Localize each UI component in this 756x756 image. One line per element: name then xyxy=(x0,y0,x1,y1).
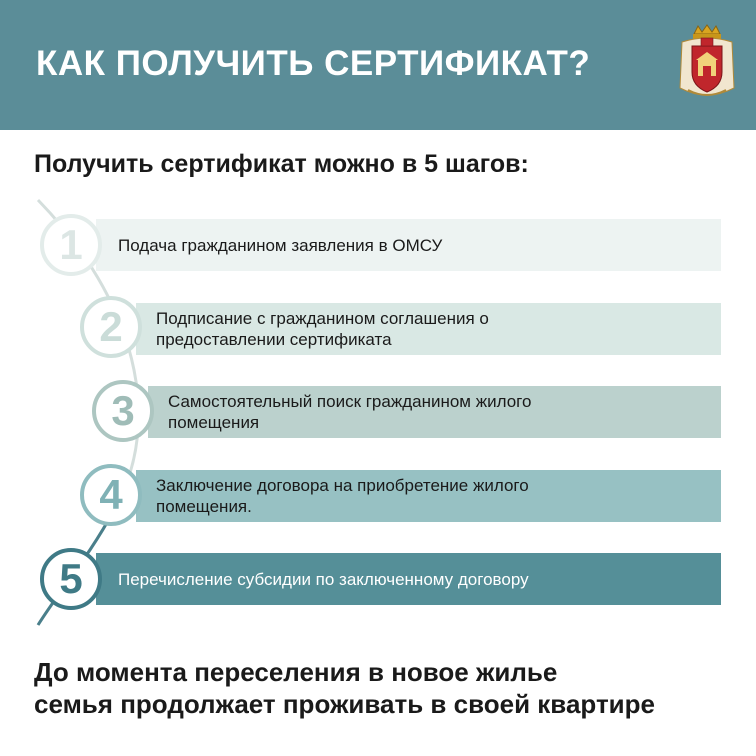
step-5-circle xyxy=(40,548,102,610)
footer-line-2: семья продолжает проживать в своей квартире xyxy=(34,689,656,719)
step-5-number: 5 xyxy=(59,555,83,602)
footer-note xyxy=(34,656,655,720)
step-3-circle xyxy=(92,380,154,442)
step-4-number: 4 xyxy=(99,471,123,518)
step-2-bar xyxy=(136,303,721,355)
step-4-circle xyxy=(80,464,142,526)
step-3-text: Самостоятельный поиск гражданином жилого помещения xyxy=(168,392,532,432)
step-3-number: 3 xyxy=(111,387,135,434)
step-2-circle xyxy=(80,296,142,358)
step-4-text: Заключение договора на приобретение жилого помещения. xyxy=(156,476,529,516)
step-1-text: Подача гражданином заявления в ОМСУ xyxy=(118,235,443,255)
step-2-number: 2 xyxy=(99,303,123,350)
step-2-text: Подписание с гражданином соглашения о предоставлении сертификата xyxy=(156,309,489,349)
page-title: КАК ПОЛУЧИТЬ СЕРТИФИКАТ? xyxy=(36,44,591,83)
step-3-bar xyxy=(148,386,721,438)
step-1-bar xyxy=(96,219,721,271)
subtitle: Получить сертификат можно в 5 шагов: xyxy=(34,150,529,178)
step-5-text: Перечисление субсидии по заключенному договору xyxy=(118,569,529,589)
step-1-number: 1 xyxy=(59,221,83,268)
step-5-bar xyxy=(96,553,721,605)
footer-line-1: До момента переселения в новое жилье xyxy=(34,657,558,687)
step-1-circle xyxy=(40,214,102,276)
step-4-bar xyxy=(136,470,721,522)
